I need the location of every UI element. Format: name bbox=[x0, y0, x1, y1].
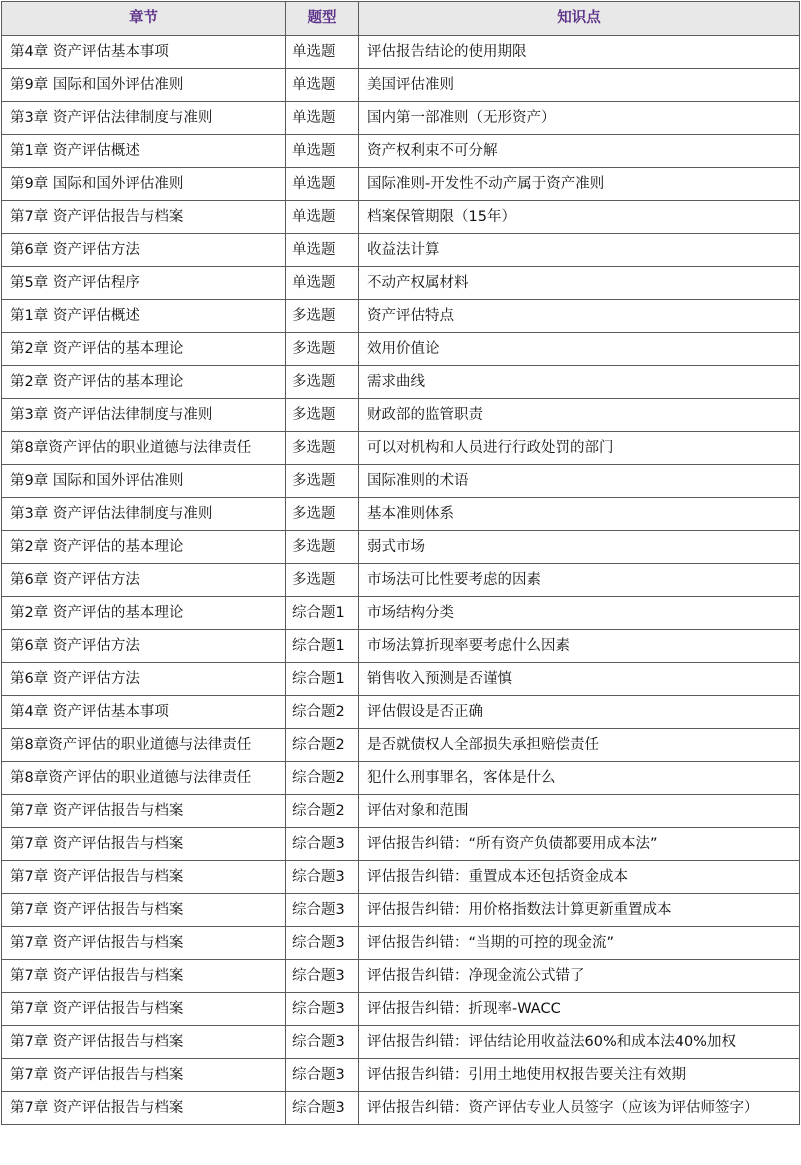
table-row bbox=[2, 69, 800, 102]
chapter-cell: 第6章 资产评估方法 bbox=[2, 564, 286, 597]
table-row bbox=[2, 960, 800, 993]
knowledge-point-cell: 国际准则-开发性不动产属于资产准则 bbox=[359, 168, 800, 201]
chapter-cell: 第7章 资产评估报告与档案 bbox=[2, 201, 286, 234]
knowledge-point-cell: 档案保管期限（15年） bbox=[359, 201, 800, 234]
chapter-cell: 第6章 资产评估方法 bbox=[2, 663, 286, 696]
chapter-cell: 第9章 国际和国外评估准则 bbox=[2, 69, 286, 102]
knowledge-point-cell: 评估报告纠错：“当期的可控的现金流” bbox=[359, 927, 800, 960]
question-type-cell: 多选题 bbox=[286, 498, 359, 531]
table-row bbox=[2, 399, 800, 432]
chapter-cell: 第6章 资产评估方法 bbox=[2, 234, 286, 267]
knowledge-point-cell: 财政部的监管职责 bbox=[359, 399, 800, 432]
knowledge-point-cell: 基本准则体系 bbox=[359, 498, 800, 531]
table-row bbox=[2, 696, 800, 729]
table-row bbox=[2, 564, 800, 597]
chapter-cell: 第7章 资产评估报告与档案 bbox=[2, 828, 286, 861]
question-type-cell: 单选题 bbox=[286, 234, 359, 267]
knowledge-point-cell: 评估报告纠错：折现率-WACC bbox=[359, 993, 800, 1026]
table-row bbox=[2, 729, 800, 762]
knowledge-point-cell: 不动产权属材料 bbox=[359, 267, 800, 300]
knowledge-point-cell: 评估报告结论的使用期限 bbox=[359, 36, 800, 69]
question-type-cell: 综合题3 bbox=[286, 1026, 359, 1059]
table-row bbox=[2, 300, 800, 333]
chapter-cell: 第4章 资产评估基本事项 bbox=[2, 696, 286, 729]
question-type-cell: 单选题 bbox=[286, 69, 359, 102]
chapter-cell: 第3章 资产评估法律制度与准则 bbox=[2, 498, 286, 531]
header-chapter: 章节 bbox=[2, 2, 286, 36]
table-row bbox=[2, 1092, 800, 1125]
question-type-cell: 单选题 bbox=[286, 267, 359, 300]
knowledge-point-cell: 资产评估特点 bbox=[359, 300, 800, 333]
table-body bbox=[2, 36, 800, 1125]
header-question-type: 题型 bbox=[286, 2, 359, 36]
chapter-cell: 第8章资产评估的职业道德与法律责任 bbox=[2, 729, 286, 762]
table-row bbox=[2, 333, 800, 366]
knowledge-point-table bbox=[1, 1, 800, 1125]
table-row bbox=[2, 993, 800, 1026]
question-type-cell: 综合题3 bbox=[286, 960, 359, 993]
table-row bbox=[2, 927, 800, 960]
table-row bbox=[2, 861, 800, 894]
question-type-cell: 综合题3 bbox=[286, 1092, 359, 1125]
question-type-cell: 综合题3 bbox=[286, 861, 359, 894]
chapter-cell: 第7章 资产评估报告与档案 bbox=[2, 795, 286, 828]
table-row bbox=[2, 267, 800, 300]
chapter-cell: 第7章 资产评估报告与档案 bbox=[2, 1092, 286, 1125]
knowledge-point-cell: 是否就债权人全部损失承担赔偿责任 bbox=[359, 729, 800, 762]
table-row bbox=[2, 828, 800, 861]
table-header bbox=[2, 2, 800, 36]
question-type-cell: 综合题3 bbox=[286, 993, 359, 1026]
question-type-cell: 多选题 bbox=[286, 432, 359, 465]
chapter-cell: 第5章 资产评估程序 bbox=[2, 267, 286, 300]
table-row bbox=[2, 663, 800, 696]
knowledge-point-cell: 收益法计算 bbox=[359, 234, 800, 267]
chapter-cell: 第7章 资产评估报告与档案 bbox=[2, 861, 286, 894]
chapter-cell: 第2章 资产评估的基本理论 bbox=[2, 597, 286, 630]
knowledge-point-cell: 评估报告纠错：用价格指数法计算更新重置成本 bbox=[359, 894, 800, 927]
question-type-cell: 单选题 bbox=[286, 168, 359, 201]
chapter-cell: 第7章 资产评估报告与档案 bbox=[2, 894, 286, 927]
header-knowledge-point: 知识点 bbox=[359, 2, 800, 36]
knowledge-point-cell: 评估假设是否正确 bbox=[359, 696, 800, 729]
question-type-cell: 多选题 bbox=[286, 564, 359, 597]
chapter-cell: 第8章资产评估的职业道德与法律责任 bbox=[2, 432, 286, 465]
table-row bbox=[2, 168, 800, 201]
question-type-cell: 综合题2 bbox=[286, 696, 359, 729]
question-type-cell: 综合题1 bbox=[286, 597, 359, 630]
knowledge-point-cell: 犯什么刑事罪名，客体是什么 bbox=[359, 762, 800, 795]
knowledge-point-cell: 效用价值论 bbox=[359, 333, 800, 366]
knowledge-point-cell: 评估报告纠错：引用土地使用权报告要关注有效期 bbox=[359, 1059, 800, 1092]
question-type-cell: 多选题 bbox=[286, 366, 359, 399]
header-row bbox=[2, 2, 800, 36]
table-row bbox=[2, 894, 800, 927]
knowledge-point-cell: 市场法算折现率要考虑什么因素 bbox=[359, 630, 800, 663]
table-row bbox=[2, 1026, 800, 1059]
knowledge-point-cell: 评估报告纠错：评估结论用收益法60%和成本法40%加权 bbox=[359, 1026, 800, 1059]
table-row bbox=[2, 597, 800, 630]
table-row bbox=[2, 135, 800, 168]
knowledge-point-cell: 需求曲线 bbox=[359, 366, 800, 399]
table-row bbox=[2, 36, 800, 69]
knowledge-point-cell: 美国评估准则 bbox=[359, 69, 800, 102]
chapter-cell: 第3章 资产评估法律制度与准则 bbox=[2, 102, 286, 135]
knowledge-point-cell: 评估对象和范围 bbox=[359, 795, 800, 828]
knowledge-point-cell: 国内第一部准则（无形资产） bbox=[359, 102, 800, 135]
table-row bbox=[2, 498, 800, 531]
question-type-cell: 综合题1 bbox=[286, 663, 359, 696]
knowledge-point-cell: 市场结构分类 bbox=[359, 597, 800, 630]
chapter-cell: 第7章 资产评估报告与档案 bbox=[2, 927, 286, 960]
table-row bbox=[2, 630, 800, 663]
chapter-cell: 第4章 资产评估基本事项 bbox=[2, 36, 286, 69]
table-row bbox=[2, 234, 800, 267]
chapter-cell: 第8章资产评估的职业道德与法律责任 bbox=[2, 762, 286, 795]
knowledge-point-cell: 评估报告纠错：重置成本还包括资金成本 bbox=[359, 861, 800, 894]
table-row bbox=[2, 1059, 800, 1092]
chapter-cell: 第7章 资产评估报告与档案 bbox=[2, 1026, 286, 1059]
chapter-cell: 第9章 国际和国外评估准则 bbox=[2, 168, 286, 201]
table-row bbox=[2, 102, 800, 135]
table-row bbox=[2, 201, 800, 234]
table-row bbox=[2, 465, 800, 498]
table-row bbox=[2, 432, 800, 465]
question-type-cell: 综合题2 bbox=[286, 762, 359, 795]
question-type-cell: 多选题 bbox=[286, 399, 359, 432]
question-type-cell: 综合题1 bbox=[286, 630, 359, 663]
knowledge-point-cell: 评估报告纠错：净现金流公式错了 bbox=[359, 960, 800, 993]
chapter-cell: 第1章 资产评估概述 bbox=[2, 300, 286, 333]
question-type-cell: 综合题3 bbox=[286, 927, 359, 960]
question-type-cell: 多选题 bbox=[286, 333, 359, 366]
question-type-cell: 综合题2 bbox=[286, 729, 359, 762]
question-type-cell: 多选题 bbox=[286, 531, 359, 564]
question-type-cell: 多选题 bbox=[286, 300, 359, 333]
chapter-cell: 第7章 资产评估报告与档案 bbox=[2, 1059, 286, 1092]
question-type-cell: 综合题3 bbox=[286, 828, 359, 861]
knowledge-point-cell: 弱式市场 bbox=[359, 531, 800, 564]
table-row bbox=[2, 366, 800, 399]
question-type-cell: 多选题 bbox=[286, 465, 359, 498]
knowledge-point-cell: 评估报告纠错：资产评估专业人员签字（应该为评估师签字） bbox=[359, 1092, 800, 1125]
question-type-cell: 单选题 bbox=[286, 102, 359, 135]
table-row bbox=[2, 795, 800, 828]
chapter-cell: 第2章 资产评估的基本理论 bbox=[2, 531, 286, 564]
chapter-cell: 第7章 资产评估报告与档案 bbox=[2, 993, 286, 1026]
question-type-cell: 综合题3 bbox=[286, 894, 359, 927]
chapter-cell: 第7章 资产评估报告与档案 bbox=[2, 960, 286, 993]
knowledge-point-cell: 国际准则的术语 bbox=[359, 465, 800, 498]
chapter-cell: 第9章 国际和国外评估准则 bbox=[2, 465, 286, 498]
table-row bbox=[2, 762, 800, 795]
question-type-cell: 单选题 bbox=[286, 36, 359, 69]
question-type-cell: 单选题 bbox=[286, 135, 359, 168]
chapter-cell: 第3章 资产评估法律制度与准则 bbox=[2, 399, 286, 432]
chapter-cell: 第2章 资产评估的基本理论 bbox=[2, 333, 286, 366]
chapter-cell: 第1章 资产评估概述 bbox=[2, 135, 286, 168]
chapter-cell: 第2章 资产评估的基本理论 bbox=[2, 366, 286, 399]
knowledge-point-cell: 资产权利束不可分解 bbox=[359, 135, 800, 168]
table-row bbox=[2, 531, 800, 564]
question-type-cell: 单选题 bbox=[286, 201, 359, 234]
knowledge-point-cell: 销售收入预测是否谨慎 bbox=[359, 663, 800, 696]
chapter-cell: 第6章 资产评估方法 bbox=[2, 630, 286, 663]
knowledge-point-cell: 评估报告纠错：“所有资产负债都要用成本法” bbox=[359, 828, 800, 861]
question-type-cell: 综合题3 bbox=[286, 1059, 359, 1092]
knowledge-point-cell: 可以对机构和人员进行行政处罚的部门 bbox=[359, 432, 800, 465]
question-type-cell: 综合题2 bbox=[286, 795, 359, 828]
knowledge-point-cell: 市场法可比性要考虑的因素 bbox=[359, 564, 800, 597]
